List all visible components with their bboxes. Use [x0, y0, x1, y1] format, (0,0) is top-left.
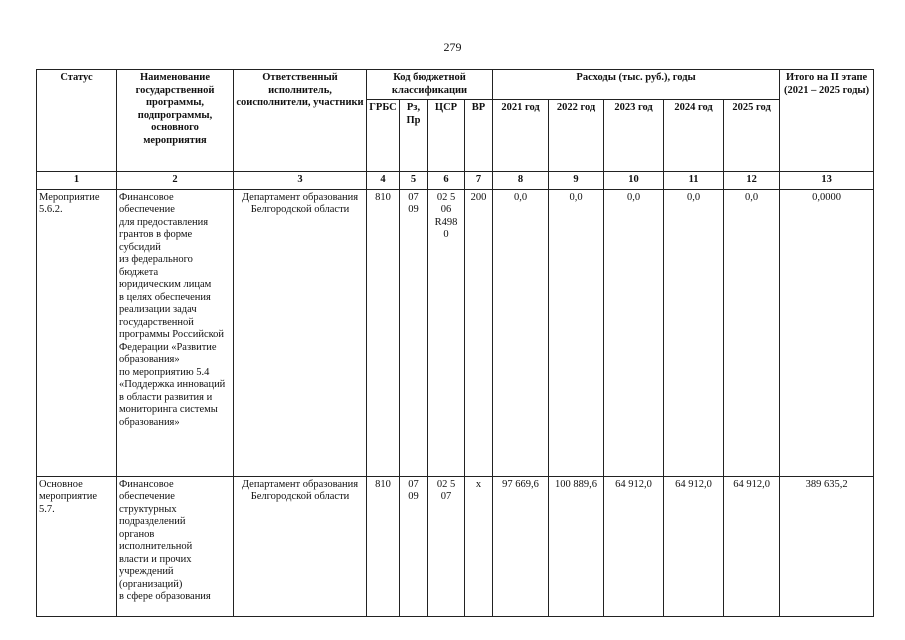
page-number: 279	[443, 40, 462, 54]
column-number: 8	[493, 172, 549, 190]
row-grbs: 810	[367, 476, 400, 616]
column-number: 5	[400, 172, 428, 190]
row-executor: Департамент образования Белгородской области	[234, 476, 367, 616]
header-year-2021: 2021 год	[493, 100, 549, 172]
row-value-2021: 97 669,6	[493, 476, 549, 616]
row-value-2022: 0,0	[549, 189, 604, 476]
row-csr: 02 5 07	[428, 476, 465, 616]
row-value-2024: 0,0	[664, 189, 724, 476]
row-value-2023: 64 912,0	[604, 476, 664, 616]
column-number: 2	[117, 172, 234, 190]
header-executor: Ответственный исполнитель, соисполнители, участники	[234, 70, 367, 172]
row-name: Финансовое обеспечение для предоставления грантов в форме субсидий из федерального бюджета юридическим лицам в целях обеспечения реализации задач государственной программы Российской Федерации «Развитие образования» по мероприятию 5.4 «Поддержка инноваций в области развития и мониторинга системы образования»	[117, 189, 234, 476]
column-number: 7	[465, 172, 493, 190]
column-number: 12	[724, 172, 780, 190]
column-number: 3	[234, 172, 367, 190]
row-vr: 200	[465, 189, 493, 476]
row-value-2025: 0,0	[724, 189, 780, 476]
column-number: 6	[428, 172, 465, 190]
row-vr: х	[465, 476, 493, 616]
header-total: Итого на II этапе (2021 – 2025 годы)	[780, 70, 874, 172]
header-grbs: ГРБС	[367, 100, 400, 172]
table-row	[37, 476, 874, 616]
row-csr: 02 5 06 R498 0	[428, 189, 465, 476]
header-year-2022: 2022 год	[549, 100, 604, 172]
header-rz-pr: Рз, Пр	[400, 100, 428, 172]
row-value-2023: 0,0	[604, 189, 664, 476]
column-number: 11	[664, 172, 724, 190]
row-value-2021: 0,0	[493, 189, 549, 476]
row-value-2024: 64 912,0	[664, 476, 724, 616]
column-number: 13	[780, 172, 874, 190]
row-name: Финансовое обеспечение структурных подразделений органов исполнительной власти и прочих учреждений (организаций) в сфере образования	[117, 476, 234, 616]
row-rz-pr: 07 09	[400, 189, 428, 476]
header-vr: ВР	[465, 100, 493, 172]
header-budget-code: Код бюджетной классификации	[367, 70, 493, 100]
table-row	[37, 189, 874, 476]
header-year-2025: 2025 год	[724, 100, 780, 172]
header-expenses: Расходы (тыс. руб.), годы	[493, 70, 780, 100]
header-year-2023: 2023 год	[604, 100, 664, 172]
row-status: Мероприятие 5.6.2.	[37, 189, 117, 476]
row-rz-pr: 07 09	[400, 476, 428, 616]
header-csr: ЦСР	[428, 100, 465, 172]
row-status: Основное мероприятие 5.7.	[37, 476, 117, 616]
column-number: 9	[549, 172, 604, 190]
row-grbs: 810	[367, 189, 400, 476]
row-total: 389 635,2	[780, 476, 874, 616]
column-number: 4	[367, 172, 400, 190]
row-value-2022: 100 889,6	[549, 476, 604, 616]
header-name: Наименование государственной программы, подпрограммы, основного мероприятия	[117, 70, 234, 172]
header-status: Статус	[37, 70, 117, 172]
row-value-2025: 64 912,0	[724, 476, 780, 616]
header-year-2024: 2024 год	[664, 100, 724, 172]
column-number: 1	[37, 172, 117, 190]
row-executor: Департамент образования Белгородской области	[234, 189, 367, 476]
column-number: 10	[604, 172, 664, 190]
column-number-row	[37, 172, 874, 190]
budget-table	[36, 69, 874, 617]
header-row	[37, 70, 874, 100]
row-total: 0,0000	[780, 189, 874, 476]
